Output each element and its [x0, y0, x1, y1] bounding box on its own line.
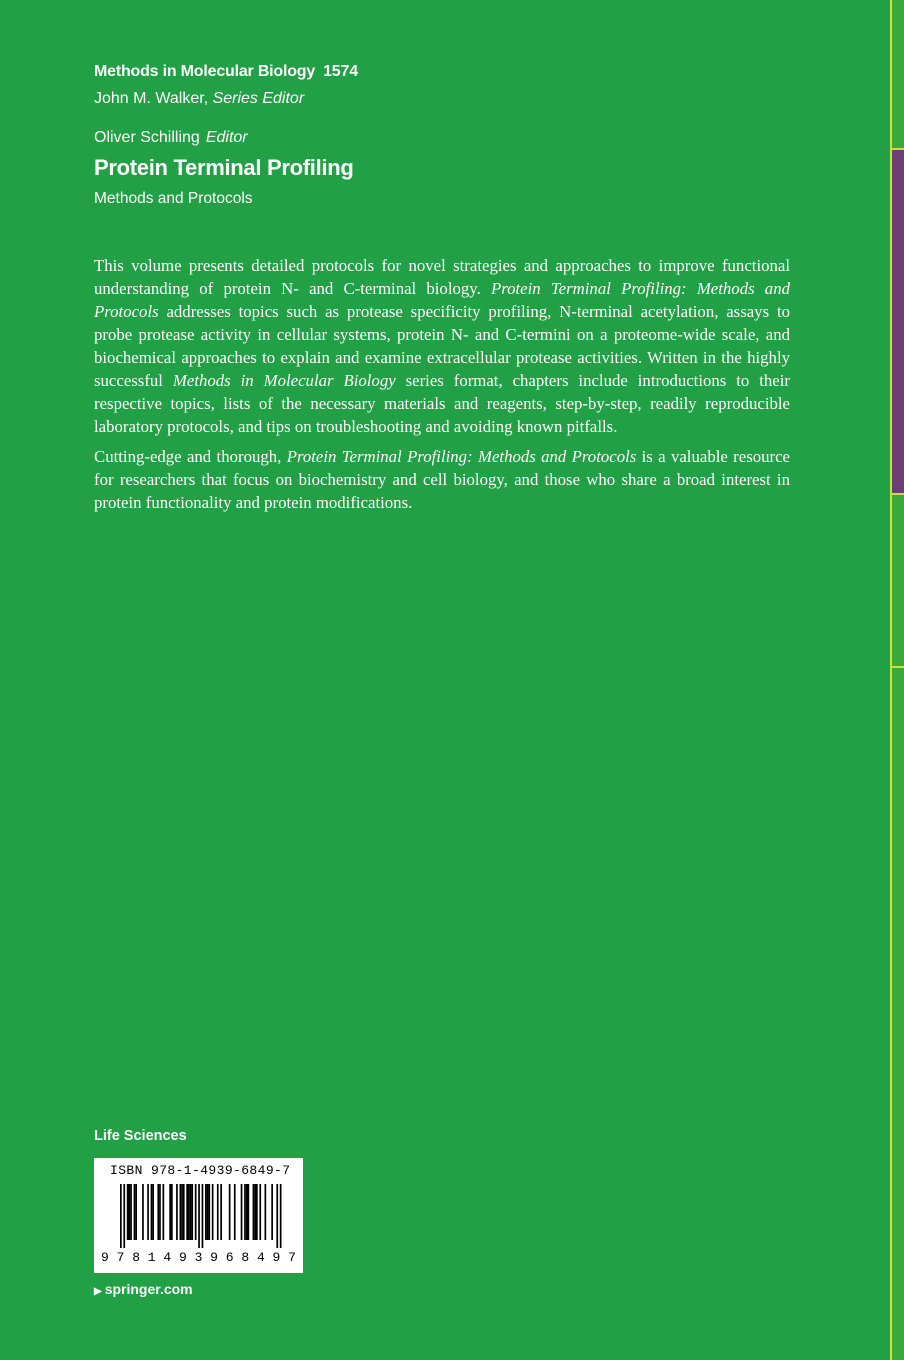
subject-category: Life Sciences [94, 1128, 187, 1144]
barcode-bar [207, 1184, 209, 1240]
barcode-bar [181, 1184, 183, 1240]
blurb-book-title: Protein Terminal Profiling: Methods and Protocols [94, 279, 790, 321]
barcode-digit: 3 [194, 1250, 203, 1265]
barcode-bar [186, 1184, 188, 1240]
barcode-bar [246, 1184, 248, 1240]
barcode-bar [188, 1184, 190, 1240]
barcode-bar [176, 1184, 178, 1240]
spine-tick [892, 666, 904, 668]
spine-tick [892, 148, 904, 150]
book-subtitle: Methods and Protocols [94, 190, 253, 207]
barcode-digit: 8 [241, 1250, 250, 1265]
barcode-bar [127, 1184, 129, 1240]
barcode-bar [202, 1184, 204, 1248]
arrow-icon: ▶ [94, 1286, 102, 1297]
volume-editor-name: Oliver Schilling [94, 129, 200, 146]
website-url: springer.com [104, 1281, 193, 1297]
barcode-bar [220, 1184, 222, 1240]
volume-editor-role: Editor [205, 129, 248, 146]
website-link[interactable] [94, 1281, 193, 1297]
barcode-bar [280, 1184, 282, 1248]
barcode-bar [205, 1184, 207, 1240]
barcode-digit: 4 [163, 1250, 172, 1265]
blurb-paragraph-1 [94, 254, 790, 438]
isbn-barcode [94, 1158, 303, 1273]
barcode-digit: 6 [225, 1250, 234, 1265]
barcode-bar [171, 1184, 173, 1240]
blurb-text: series format, chapters include introductions to their respective topics, lists of the necessary materials and reagents, step-by-step, readily reproducible laboratory protocols, and tips on troubleshooting and avoiding known pitfalls. [94, 371, 790, 436]
barcode-bar [244, 1184, 246, 1240]
spine-purple-band [892, 148, 904, 493]
barcode-bar [253, 1184, 255, 1240]
barcode-digit: 4 [256, 1250, 265, 1265]
barcode-bar [212, 1184, 214, 1240]
barcode-bar [271, 1184, 273, 1240]
blurb-series-title: Methods in Molecular Biology [172, 371, 396, 390]
barcode-bar [130, 1184, 132, 1240]
barcode-bar [208, 1184, 210, 1240]
book-title: Protein Terminal Profiling [94, 155, 354, 180]
series-name: Methods in Molecular Biology [94, 63, 316, 80]
series-number: 1574 [323, 63, 358, 80]
series-editor [94, 90, 304, 108]
barcode-bar [152, 1184, 154, 1240]
barcode-digit: 8 [132, 1250, 140, 1265]
barcode-bar [135, 1184, 137, 1240]
barcode-bar [256, 1184, 258, 1240]
series-heading [94, 63, 358, 81]
blurb-paragraph-2 [94, 445, 790, 514]
spine-accent-line [890, 0, 892, 1360]
barcode-bar [265, 1184, 267, 1240]
barcode-digit: 9 [178, 1250, 187, 1265]
blurb [94, 254, 790, 521]
barcode-bar [198, 1184, 200, 1248]
barcode-bar [169, 1184, 171, 1240]
blurb-text: This volume presents detailed protocols for novel strategies and approaches to improve functional understanding of protein N- and C-terminal biology. [94, 256, 790, 298]
barcode-digit: 7 [288, 1250, 296, 1265]
barcode-digit: 9 [272, 1250, 281, 1265]
barcode-bar [248, 1184, 250, 1240]
blurb-text: Cutting-edge and thorough, [94, 447, 287, 466]
barcode-digit: 1 [147, 1250, 156, 1265]
barcode-bar [147, 1184, 149, 1240]
barcode-bar [183, 1184, 185, 1240]
barcode-digits [101, 1250, 296, 1265]
barcode-bar [159, 1184, 161, 1240]
barcode-bar [259, 1184, 261, 1240]
barcode-digit: 9 [101, 1250, 109, 1265]
spine-tick [892, 493, 904, 495]
barcode-bar [163, 1184, 165, 1240]
barcode-bar [234, 1184, 236, 1240]
barcode-bar [134, 1184, 136, 1240]
barcode-digit: 9 [210, 1250, 218, 1265]
barcode-bar [190, 1184, 192, 1240]
barcode-bar [151, 1184, 153, 1240]
barcode-bar [123, 1184, 125, 1248]
series-editor-role: Series Editor [212, 90, 305, 107]
series-editor-name: John M. Walker, [94, 90, 209, 107]
barcode-bar [142, 1184, 144, 1240]
barcode-bar [191, 1184, 193, 1240]
barcode-bar [120, 1184, 122, 1248]
barcode-digit: 7 [116, 1250, 125, 1265]
blurb-text: addresses topics such as protease specificity profiling, N-terminal acetylation, assays to probe protease activity in cellular systems, protein N- and C-termini on a proteome-wide scale, and biochemical approaches to explain and examine extracellular protease activities. Written in the highly successful [94, 302, 790, 390]
barcode-bar [157, 1184, 159, 1240]
blurb-book-title: Protein Terminal Profiling: Methods and Protocols [286, 447, 637, 466]
barcode-bar [276, 1184, 278, 1248]
blurb-text: is a valuable resource for researchers that focus on biochemistry and cell biology, and those who share a broad interest in protein functionality and protein modifications. [94, 447, 790, 512]
barcode-bar [180, 1184, 182, 1240]
barcode-bar [129, 1184, 131, 1240]
isbn-label: ISBN 978-1-4939-6849-7 [110, 1163, 291, 1178]
barcode-bar [241, 1184, 243, 1240]
barcode-bar [254, 1184, 256, 1240]
barcode-bar [229, 1184, 231, 1240]
volume-editor [94, 129, 248, 147]
barcode-bar [195, 1184, 197, 1240]
barcode-bar [217, 1184, 219, 1240]
